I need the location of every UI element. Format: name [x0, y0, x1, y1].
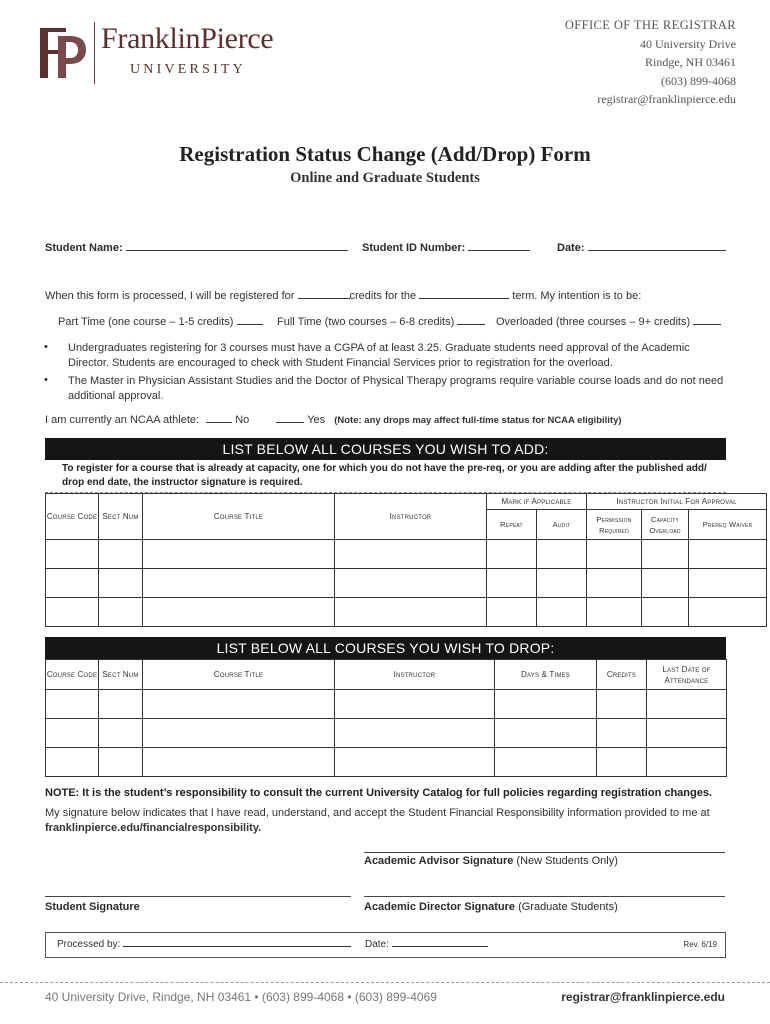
- processed-date-field[interactable]: [365, 939, 488, 950]
- table-cell[interactable]: [46, 719, 99, 748]
- logo-name: FranklinPierce: [101, 22, 274, 55]
- advisor-signature-label: [364, 855, 618, 867]
- header-last-date: Last Date of Attendance: [647, 660, 727, 690]
- header-repeat: Repeat: [487, 510, 537, 540]
- table-cell[interactable]: [642, 569, 689, 598]
- header-course-code: Course Code: [46, 494, 99, 540]
- overloaded-blank[interactable]: [693, 324, 721, 325]
- table-cell[interactable]: [143, 569, 335, 598]
- processed-by-field[interactable]: [57, 939, 351, 950]
- office-title: OFFICE OF THE REGISTRAR: [564, 18, 736, 32]
- table-cell[interactable]: [46, 598, 99, 627]
- table-row: [46, 719, 727, 748]
- table-row: [46, 748, 727, 777]
- date-field[interactable]: [557, 242, 726, 254]
- table-cell[interactable]: [487, 598, 537, 627]
- table-cell[interactable]: [99, 598, 143, 627]
- logo-university: UNIVERSITY: [130, 62, 246, 77]
- processed-by-line[interactable]: [123, 946, 351, 947]
- footer-divider: [0, 982, 770, 983]
- student-id-line[interactable]: [468, 250, 530, 251]
- table-cell[interactable]: [335, 719, 495, 748]
- header-prereq-waiver: Prereq Waiver: [689, 510, 767, 540]
- ncaa-no-label: No: [235, 414, 250, 426]
- processed-date-label: Date:: [365, 939, 389, 950]
- table-row: [46, 598, 767, 627]
- director-signature-line[interactable]: [364, 896, 725, 897]
- credits-blank[interactable]: [298, 298, 350, 299]
- header-audit: Audit: [537, 510, 587, 540]
- director-signature-title: Academic Director Signature: [364, 901, 515, 913]
- table-cell[interactable]: [487, 569, 537, 598]
- student-name-line[interactable]: [126, 250, 348, 251]
- table-cell[interactable]: [495, 748, 597, 777]
- bullet-variable-load: The Master in Physician Assistant Studies and the Doctor of Physical Therapy programs require variable course loads and do not need additional approval.: [68, 375, 724, 402]
- part-time-label: Part Time (one course – 1-5 credits): [58, 316, 234, 328]
- signature-statement: [45, 806, 729, 836]
- header-permission-required: Permission Required: [587, 510, 642, 540]
- drop-courses-table: [45, 659, 727, 777]
- header-instructor: Instructor: [335, 494, 487, 540]
- credits-text-3: term. My intention is to be:: [512, 290, 642, 302]
- table-cell[interactable]: [587, 540, 642, 569]
- ncaa-yes-label: Yes: [307, 414, 326, 426]
- table-cell[interactable]: [689, 598, 767, 627]
- table-cell[interactable]: [335, 690, 495, 719]
- header-course-code: Course Code: [46, 660, 99, 690]
- header-credits: Credits: [597, 660, 647, 690]
- table-cell[interactable]: [335, 748, 495, 777]
- table-cell[interactable]: [99, 719, 143, 748]
- student-name-field[interactable]: [45, 242, 348, 254]
- bullet-icon: •: [44, 374, 48, 386]
- table-cell[interactable]: [587, 569, 642, 598]
- email: registrar@franklinpierce.edu: [597, 92, 736, 106]
- table-cell[interactable]: [647, 748, 727, 777]
- ncaa-yes-blank[interactable]: [276, 422, 304, 423]
- add-courses-table: [45, 493, 767, 627]
- header-days-times: Days & Times: [495, 660, 597, 690]
- option-part-time[interactable]: [58, 316, 263, 328]
- part-time-blank[interactable]: [237, 324, 263, 325]
- header-capacity-overload: Capacity Overload: [642, 510, 689, 540]
- advisor-signature-line[interactable]: [364, 852, 725, 853]
- bullet-icon: •: [44, 341, 48, 353]
- table-cell[interactable]: [587, 598, 642, 627]
- student-id-field[interactable]: [362, 242, 530, 254]
- table-cell[interactable]: [537, 598, 587, 627]
- form-subtitle: Online and Graduate Students: [290, 170, 480, 186]
- address-line-2: Rindge, NH 03461: [645, 55, 736, 69]
- student-id-label: Student ID Number:: [362, 242, 466, 254]
- table-cell[interactable]: [487, 540, 537, 569]
- table-cell[interactable]: [335, 569, 487, 598]
- table-cell[interactable]: [46, 569, 99, 598]
- option-full-time[interactable]: [277, 316, 485, 328]
- table-cell[interactable]: [143, 719, 335, 748]
- table-cell[interactable]: [335, 598, 487, 627]
- student-name-label: Student Name:: [45, 242, 123, 254]
- header-sect-num: Sect Num: [99, 494, 143, 540]
- table-cell[interactable]: [537, 540, 587, 569]
- table-cell[interactable]: [99, 690, 143, 719]
- revision-label: Rev. 6/19: [683, 940, 717, 949]
- processed-date-line[interactable]: [392, 946, 488, 947]
- header-mark-if-applicable: Mark if Applicable: [487, 494, 587, 510]
- registration-credits-line: [45, 290, 641, 302]
- header-course-title: Course Title: [143, 494, 335, 540]
- phone: (603) 899-4068: [661, 73, 736, 88]
- option-overloaded[interactable]: [496, 316, 721, 328]
- date-line[interactable]: [588, 250, 726, 251]
- table-cell[interactable]: [99, 569, 143, 598]
- full-time-label: Full Time (two courses – 6-8 credits): [277, 316, 455, 328]
- processed-by-label: Processed by:: [57, 939, 121, 950]
- ncaa-note: (Note: any drops may affect full-time status for NCAA eligibility): [334, 415, 622, 426]
- university-logo-icon: [36, 22, 88, 84]
- ncaa-line: [45, 414, 622, 426]
- ncaa-label: I am currently an NCAA athlete:: [45, 414, 200, 426]
- registrar-contact: [565, 16, 736, 109]
- header-instructor-initial: Instructor Initial For Approval: [587, 494, 767, 510]
- table-cell[interactable]: [335, 540, 487, 569]
- financial-responsibility-link[interactable]: franklinpierce.edu/financialresponsibility.: [45, 822, 262, 834]
- table-cell[interactable]: [689, 569, 767, 598]
- table-cell[interactable]: [689, 540, 767, 569]
- logo-divider: [94, 22, 95, 84]
- table-cell[interactable]: [46, 540, 99, 569]
- overloaded-label: Overloaded (three courses – 9+ credits): [496, 316, 691, 328]
- table-row: [46, 690, 727, 719]
- table-cell[interactable]: [597, 748, 647, 777]
- signature-statement-text: My signature below indicates that I have read, understand, and accept the Student Financial Responsibility information provided to me at: [45, 807, 710, 819]
- credits-text-2: credits for the: [349, 290, 417, 302]
- table-cell[interactable]: [46, 690, 99, 719]
- bullet-overload: Undergraduates registering for 3 courses must have a CGPA of at least 3.25. Graduate students need approval of the Academic Director. Students are encouraged to check with Student Financial Services prior to registration for the overload.: [68, 342, 690, 369]
- header-sect-num: Sect Num: [99, 660, 143, 690]
- table-cell[interactable]: [143, 690, 335, 719]
- table-cell[interactable]: [99, 748, 143, 777]
- table-cell[interactable]: [597, 690, 647, 719]
- table-cell[interactable]: [143, 540, 335, 569]
- full-time-blank[interactable]: [457, 324, 485, 325]
- table-row: [46, 540, 767, 569]
- table-cell[interactable]: [495, 719, 597, 748]
- table-cell[interactable]: [642, 540, 689, 569]
- director-signature-note: (Graduate Students): [518, 901, 618, 913]
- student-signature-label: Student Signature: [45, 901, 140, 913]
- footer-email[interactable]: registrar@franklinpierce.edu: [561, 990, 725, 1004]
- table-cell[interactable]: [642, 598, 689, 627]
- advisor-signature-note: (New Students Only): [516, 855, 618, 867]
- office-use-box: [45, 932, 726, 958]
- table-cell[interactable]: [597, 719, 647, 748]
- table-cell[interactable]: [143, 598, 335, 627]
- student-signature-line[interactable]: [45, 896, 351, 897]
- drop-courses-bar: LIST BELOW ALL COURSES YOU WISH TO DROP:: [45, 637, 726, 659]
- table-cell[interactable]: [46, 748, 99, 777]
- ncaa-no-blank[interactable]: [206, 422, 232, 423]
- add-courses-note: To register for a course that is already at capacity, one for which you do not have the pre-req, or you are adding after the published add/ drop end date, the instructor signature is required.: [45, 462, 726, 493]
- table-cell[interactable]: [537, 569, 587, 598]
- advisor-signature-title: Academic Advisor Signature: [364, 855, 514, 867]
- date-label: Date:: [557, 242, 585, 254]
- catalog-note: NOTE: It is the student’s responsibility to consult the current University Catalog for full policies regarding registration changes.: [45, 787, 713, 799]
- table-cell[interactable]: [99, 540, 143, 569]
- footer-address: 40 University Drive, Rindge, NH 03461 • (603) 899-4068 • (603) 899-4069: [45, 990, 437, 1004]
- header-course-title: Course Title: [143, 660, 335, 690]
- credits-text-1: When this form is processed, I will be registered for: [45, 290, 295, 302]
- table-cell[interactable]: [495, 690, 597, 719]
- header-instructor: Instructor: [335, 660, 495, 690]
- form-title: Registration Status Change (Add/Drop) Form: [179, 142, 591, 166]
- director-signature-label: [364, 901, 618, 913]
- term-blank[interactable]: [419, 298, 509, 299]
- address-line-1: 40 University Drive: [640, 36, 736, 51]
- table-cell[interactable]: [647, 719, 727, 748]
- table-cell[interactable]: [143, 748, 335, 777]
- table-cell[interactable]: [647, 690, 727, 719]
- table-row: [46, 569, 767, 598]
- add-courses-bar: LIST BELOW ALL COURSES YOU WISH TO ADD:: [45, 438, 726, 460]
